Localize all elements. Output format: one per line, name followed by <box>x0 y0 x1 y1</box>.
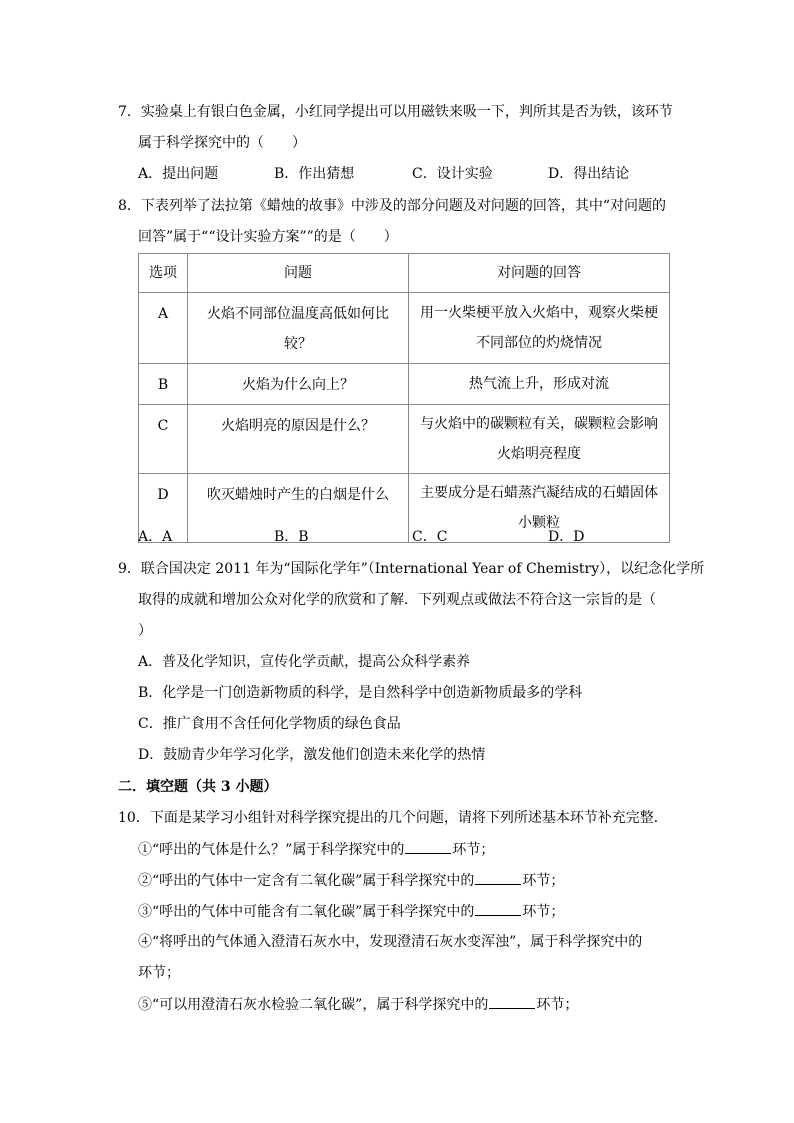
item-text: ④“将呼出的气体通入澄清石灰水中，发现澄清石灰水变浑浊”，属于科学探究中的 <box>138 934 643 950</box>
table-header-row <box>139 254 670 293</box>
table-row <box>139 364 670 405</box>
table-row <box>139 474 670 543</box>
item-suffix: 环节； <box>522 873 565 889</box>
q7-stem-line2: 属于科学探究中的（ ） <box>138 135 306 151</box>
q10-item-5 <box>138 994 578 1015</box>
row-option: D <box>139 474 188 543</box>
q7-option-c: C．设计实验 <box>412 166 493 182</box>
row-question: 火焰为什么向上？ <box>188 364 409 405</box>
q9-stem-line3: ） <box>138 623 152 639</box>
q9-option-c: C．推广食用不含任何化学物质的绿色食品 <box>138 716 401 732</box>
q9-stem-line1: 9．联合国决定 2011 年为“国际化学年”（International Year of Chemistry），以纪念化学所 <box>118 561 705 577</box>
row-question: 吹灭蜡烛时产生的白烟是什么 <box>188 474 409 543</box>
answer-blank[interactable] <box>489 994 535 1009</box>
q8-stem-line2: 回答”属于““设计实验方案””的是（ ） <box>138 229 398 245</box>
row-answer: 与火焰中的碳颗粒有关，碳颗粒会影响火焰明亮程度 <box>409 405 670 474</box>
item-text: ⑤“可以用澄清石灰水检验二氧化碳”，属于科学探究中的 <box>138 997 489 1013</box>
q8-stem-line1: 8．下表列举了法拉第《蜡烛的故事》中涉及的部分问题及对问题的回答，其中“对问题的 <box>118 198 667 214</box>
q8-table <box>138 253 670 543</box>
row-option: C <box>139 405 188 474</box>
row-question: 火焰不同部位温度高低如何比较？ <box>188 293 409 364</box>
q7-stem-line1: 7．实验桌上有银白色金属，小红同学提出可以用磁铁来吸一下，判所其是否为铁，该环节 <box>118 104 673 120</box>
row-answer: 用一火柴梗平放入火焰中，观察火柴梗不同部位的灼烧情况 <box>409 293 670 364</box>
q10-item-1 <box>138 839 494 860</box>
q10-item-3 <box>138 901 564 922</box>
q9-stem-line2: 取得的成就和增加公众对化学的欣赏和了解．下列观点或做法不符合这一宗旨的是（ <box>138 592 656 608</box>
q10-item-4-cont: 环节； <box>138 965 180 981</box>
section-title: 二．填空题（共 3 小题） <box>118 779 278 795</box>
row-option: B <box>139 364 188 405</box>
item-text: ①“呼出的气体是什么？”属于科学探究中的 <box>138 842 405 858</box>
table-row <box>139 405 670 474</box>
row-answer: 主要成分是石蜡蒸汽凝结成的石蜡固体小颗粒 <box>409 474 670 543</box>
item-text: ②“呼出的气体中一定含有二氧化碳”属于科学探究中的 <box>138 873 475 889</box>
q7-option-a: A．提出问题 <box>138 166 219 182</box>
item-suffix: 环节； <box>536 997 579 1013</box>
q9-option-a: A．普及化学知识，宣传化学贡献，提高公众科学素养 <box>138 654 471 670</box>
item-suffix: 环节； <box>522 904 565 920</box>
q10-item-4 <box>138 932 642 952</box>
item-text: ③“呼出的气体中可能含有二氧化碳”属于科学探究中的 <box>138 904 475 920</box>
q7-option-b: B．作出猜想 <box>274 166 355 182</box>
answer-blank[interactable] <box>475 870 521 885</box>
row-question: 火焰明亮的原因是什么？ <box>188 405 409 474</box>
answer-blank[interactable] <box>405 839 451 854</box>
q10-item-2 <box>138 870 564 891</box>
table-row <box>139 293 670 364</box>
q9-option-b: B．化学是一门创造新物质的科学，是自然科学中创造新物质最多的学科 <box>138 685 583 701</box>
q8-option-c: C．C <box>412 529 448 545</box>
row-answer: 热气流上升，形成对流 <box>409 364 670 405</box>
q8-option-d: D．D <box>548 529 585 545</box>
q8-option-a: A．A <box>138 529 173 545</box>
item-suffix: 环节； <box>452 842 495 858</box>
q7-option-d: D．得出结论 <box>548 166 630 182</box>
q8-option-b: B．B <box>274 529 309 545</box>
q9-option-d: D．鼓励青少年学习化学，激发他们创造未来化学的热情 <box>138 747 486 763</box>
header-option: 选项 <box>139 254 188 293</box>
answer-blank[interactable] <box>475 901 521 916</box>
header-answer: 对问题的回答 <box>409 254 670 293</box>
header-question: 问题 <box>188 254 409 293</box>
q10-stem: 10．下面是某学习小组针对科学探究提出的几个问题，请将下列所述基本环节补充完整． <box>118 810 668 826</box>
row-option: A <box>139 293 188 364</box>
